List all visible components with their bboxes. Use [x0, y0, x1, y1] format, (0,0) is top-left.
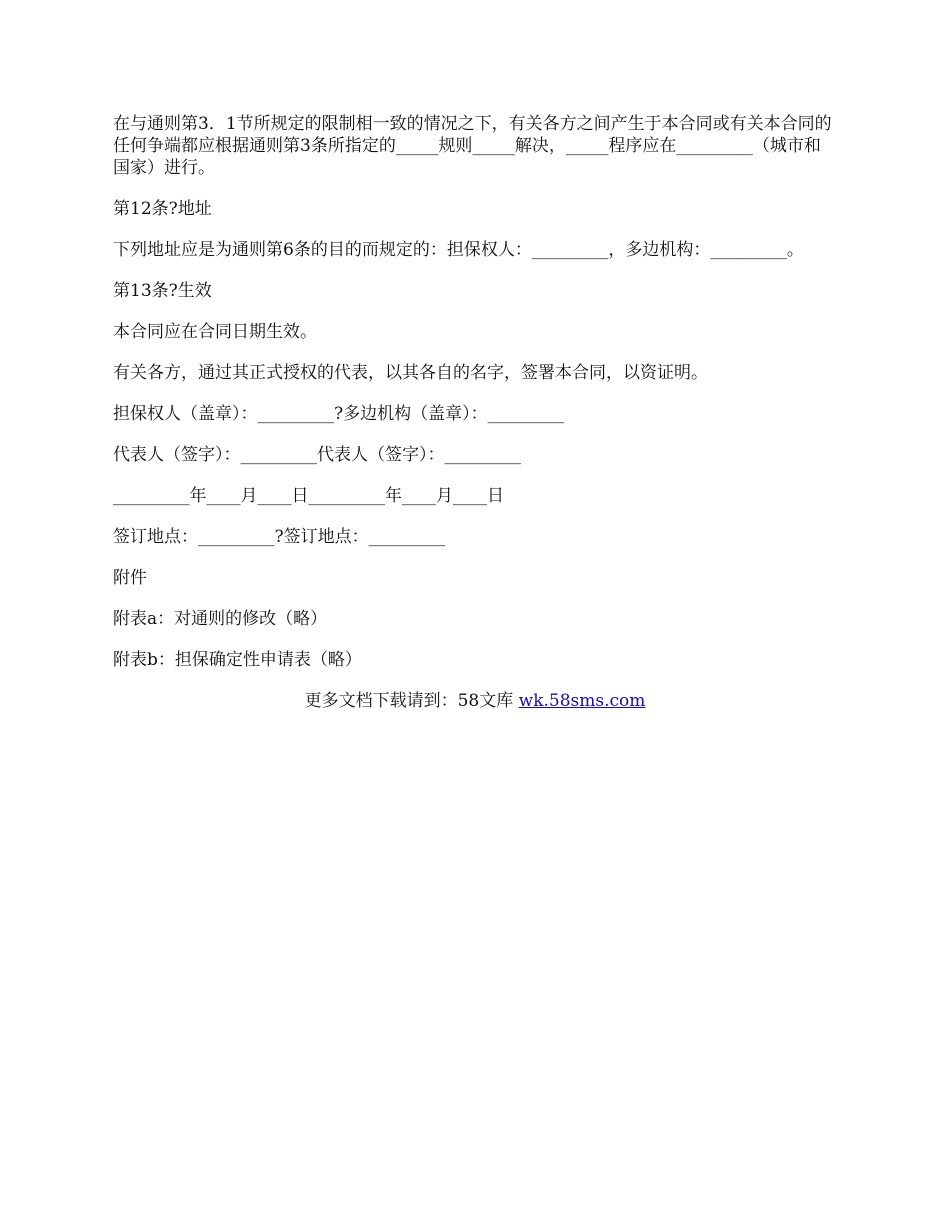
paragraph-witness: 有关各方，通过其正式授权的代表，以其各自的名字，签署本合同，以资证明。	[113, 363, 708, 383]
attachment-b: 附表b：担保确定性申请表（略）	[113, 650, 362, 670]
attachments-heading: 附件	[113, 568, 147, 588]
attachment-a: 附表a：对通则的修改（略）	[113, 609, 328, 629]
paragraph-effectiveness: 本合同应在合同日期生效。	[113, 322, 317, 342]
signature-place-line: 签订地点：_________?签订地点：_________	[113, 527, 446, 547]
paragraph-dispute-resolution: 在与通则第3．1节所规定的限制相一致的情况之下，有关各方之间产生于本合同或有关本合同的任何争端都应根据通则第3条所指定的_____规则_____解决，_____程序应在_________（城市和国家）进行。	[113, 114, 832, 178]
section-heading-article-12: 第12条?地址	[113, 199, 212, 219]
section-heading-article-13: 第13条?生效	[113, 281, 212, 301]
document-page	[113, 113, 837, 731]
footer-download-note	[113, 690, 837, 712]
footer-link[interactable]: wk.58sms.com	[518, 691, 646, 711]
signature-representative-line: 代表人（签字）：_________代表人（签字）：_________	[113, 445, 521, 465]
paragraph-addresses: 下列地址应是为通则第6条的目的而规定的：担保权人：_________，多边机构：_________。	[113, 240, 804, 260]
footer-prefix: 更多文档下载请到：58文库	[304, 691, 519, 711]
signature-seal-line: 担保权人（盖章）：_________?多边机构（盖章）：_________	[113, 404, 565, 424]
signature-date-line: _________年____月____日_________年____月____日	[113, 486, 504, 506]
